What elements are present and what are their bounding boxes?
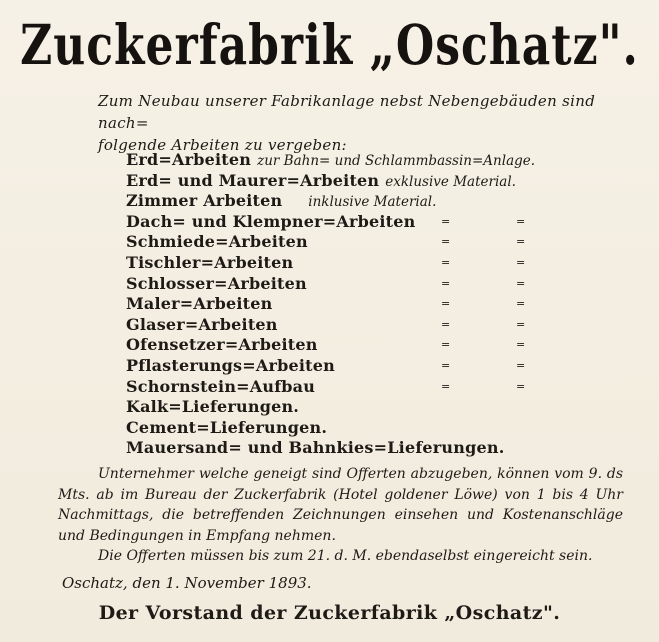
ditto-mark: = — [441, 255, 451, 269]
work-name: Kalk=Lieferungen. — [126, 397, 300, 417]
list-item — [126, 232, 646, 253]
ditto-mark: = — [441, 379, 451, 393]
work-name: Tischler=Arbeiten — [126, 252, 294, 272]
intro-paragraph — [98, 90, 618, 156]
work-name: Schornstein=Aufbau — [126, 376, 316, 396]
work-name: Schmiede=Arbeiten — [126, 232, 308, 252]
list-item — [126, 418, 646, 439]
deadline-line: Die Offerten müssen bis zum 21. d. M. ebendaselbst eingereicht sein. — [98, 548, 593, 564]
ditto-mark: = — [441, 235, 451, 249]
ditto-mark: = — [516, 338, 526, 352]
ditto-mark: = — [516, 276, 526, 290]
ditto-mark: = — [441, 358, 451, 372]
work-name: Dach= und Klempner=Arbeiten — [126, 211, 416, 231]
work-name: Mauersand= und Bahnkies=Lieferungen. — [126, 438, 505, 458]
list-item — [126, 274, 646, 295]
work-name: Schlosser=Arbeiten — [126, 273, 307, 293]
ditto-mark: = — [516, 379, 526, 393]
intro-line-1: Zum Neubau unserer Fabrikanlage nebst Nebengebäuden sind nach= — [98, 92, 596, 132]
list-item — [126, 294, 646, 315]
list-item — [126, 150, 646, 171]
list-item — [126, 397, 646, 418]
ditto-mark: = — [441, 338, 451, 352]
work-name: Erd=Arbeiten — [126, 150, 252, 169]
list-item — [126, 438, 646, 459]
works-list — [126, 150, 646, 459]
list-item — [126, 356, 646, 377]
work-note: exklusive Material. — [385, 173, 516, 190]
date-line: Oschatz, den 1. November 1893. — [62, 574, 312, 592]
work-name: Cement=Lieferungen. — [126, 417, 328, 437]
ditto-mark: = — [516, 255, 526, 269]
ditto-mark: = — [441, 297, 451, 311]
list-item — [126, 253, 646, 274]
signature-line: Der Vorstand der Zuckerfabrik „Oschatz". — [98, 602, 561, 624]
ditto-mark: = — [516, 235, 526, 249]
work-name: Zimmer Arbeiten — [126, 191, 283, 211]
ditto-mark: = — [516, 317, 526, 331]
list-item — [126, 377, 646, 398]
work-name: Glaser=Arbeiten — [126, 314, 278, 334]
ditto-mark: = — [441, 214, 451, 228]
list-item — [126, 171, 646, 192]
list-item — [126, 315, 646, 336]
work-name: Pflasterungs=Arbeiten — [126, 355, 335, 375]
work-note: inklusive Material. — [308, 194, 437, 211]
work-name: Ofensetzer=Arbeiten — [126, 335, 318, 355]
work-note: zur Bahn= und Schlammbassin=Anlage. — [257, 153, 536, 169]
intro-line-2: folgende Arbeiten zu vergeben: — [98, 136, 347, 154]
work-name: Maler=Arbeiten — [126, 294, 273, 314]
list-item — [126, 191, 646, 212]
body-paragraph: Unternehmer welche geneigt sind Offerten abzugeben, können vom 9. ds Mts. ab im Bureau der Zuckerfabrik (Hotel goldener Löwe) von 1 bis 4 Uhr Nachmittags, die betreffenden Zeichnungen einsehen und Kostenanschläge und Bedingungen in Empfang nehmen. — [58, 466, 623, 544]
ditto-mark: = — [516, 358, 526, 372]
ditto-mark: = — [516, 297, 526, 311]
ditto-mark: = — [441, 317, 451, 331]
list-item — [126, 335, 646, 356]
ditto-mark: = — [441, 276, 451, 290]
ad-title: Zuckerfabrik „Oschatz". — [20, 14, 639, 78]
ditto-mark: = — [516, 214, 526, 228]
list-item — [126, 212, 646, 233]
work-name: Erd= und Maurer=Arbeiten — [126, 170, 380, 190]
